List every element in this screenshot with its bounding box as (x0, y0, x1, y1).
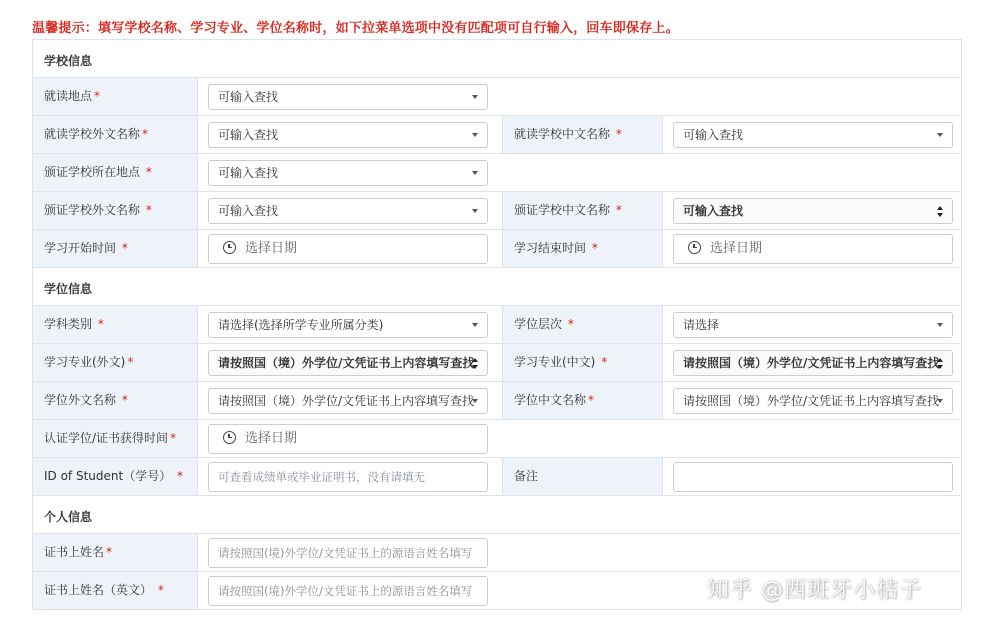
field-label: 证书上姓名 * (33, 534, 198, 571)
issuing-school-location-select[interactable]: 可输入查找 (208, 160, 488, 186)
section-degree-info (33, 268, 961, 306)
education-form (32, 39, 962, 610)
issuing-school-foreign-name-select[interactable]: 可输入查找 (208, 198, 488, 224)
field-label: 就读地点 * (33, 78, 198, 115)
section-title: 学位信息 (44, 282, 93, 296)
chevron-down-icon (937, 399, 943, 403)
field-label: 认证学位/证书获得时间 * (33, 420, 198, 457)
chevron-down-icon (472, 95, 478, 99)
field-label: 就读学校外文名称 * (33, 116, 198, 153)
field-label: 学习专业(中文) * (502, 344, 663, 381)
clock-icon (688, 241, 701, 254)
required-mark: * (127, 355, 134, 369)
chevron-down-icon (937, 133, 943, 137)
student-id-input[interactable]: 可查看成绩单或毕业证明书，没有请填无 (208, 462, 488, 492)
row-discipline-level (33, 306, 961, 344)
required-mark: * (170, 431, 177, 445)
row-study-location (33, 78, 961, 116)
chevron-down-icon (472, 133, 478, 137)
field-label: 备注 (502, 458, 663, 495)
field-label: 学习结束时间 * (502, 230, 663, 267)
required-mark: * (567, 317, 574, 331)
required-mark: * (601, 355, 608, 369)
school-chinese-name-select[interactable]: 可输入查找 (673, 122, 953, 148)
clock-icon (223, 431, 236, 444)
row-school-names (33, 116, 961, 154)
required-mark: * (121, 241, 128, 255)
field-label: 就读学校中文名称 * (502, 116, 663, 153)
section-personal-info (33, 496, 961, 534)
field-label: 学习专业(外文) * (33, 344, 198, 381)
degree-obtained-date-picker[interactable]: 选择日期 (208, 424, 488, 454)
up-down-arrows-icon (937, 206, 944, 220)
chevron-down-icon (472, 323, 478, 327)
required-mark: * (94, 89, 101, 103)
certificate-name-input[interactable]: 请按照国(境)外学位/文凭证书上的源语言姓名填写 (208, 538, 488, 568)
certificate-name-en-input[interactable]: 请按照国(境)外学位/文凭证书上的源语言姓名填写 (208, 576, 488, 606)
chevron-down-icon (472, 209, 478, 213)
required-mark: * (157, 583, 164, 597)
up-down-arrows-icon (937, 358, 944, 372)
required-mark: * (106, 545, 113, 559)
required-mark: * (615, 203, 622, 217)
field-label: 学位外文名称 * (33, 382, 198, 419)
chevron-down-icon (937, 323, 943, 327)
major-foreign-select[interactable]: 请按照国（境）外学位/文凭证书上内容填写查找 (208, 350, 488, 376)
chevron-down-icon (472, 171, 478, 175)
tip-notice: 温馨提示：填写学校名称、学习专业、学位名称时，如下拉菜单选项中没有匹配项可自行输入，回车即保存上。 (32, 21, 679, 36)
row-issuing-location (33, 154, 961, 192)
study-location-select[interactable]: 可输入查找 (208, 84, 488, 110)
field-label: 颁证学校中文名称 * (502, 192, 663, 229)
required-mark: * (145, 165, 152, 179)
study-end-date-picker[interactable]: 选择日期 (673, 234, 953, 264)
row-issuing-names (33, 192, 961, 230)
required-mark: * (121, 393, 128, 407)
field-label: 证书上姓名（英文） * (33, 572, 198, 609)
chevron-down-icon (472, 399, 478, 403)
required-mark: * (615, 127, 622, 141)
school-foreign-name-select[interactable]: 可输入查找 (208, 122, 488, 148)
row-study-period (33, 230, 961, 268)
required-mark: * (145, 203, 152, 217)
section-title: 学校信息 (44, 54, 93, 68)
field-label: 学科类别 * (33, 306, 198, 343)
row-degree-obtained (33, 420, 961, 458)
required-mark: * (97, 317, 104, 331)
degree-chinese-name-select[interactable]: 请按照国（境）外学位/文凭证书上内容填写查找 (673, 388, 953, 414)
field-label: 颁证学校所在地点 * (33, 154, 198, 191)
issuing-school-chinese-name-select[interactable]: 可输入查找 (673, 198, 953, 224)
row-certificate-name (33, 534, 961, 572)
required-mark: * (588, 393, 595, 407)
required-mark: * (177, 469, 184, 483)
clock-icon (223, 241, 236, 254)
required-mark: * (591, 241, 598, 255)
field-label: ID of Student（学号） * (33, 458, 198, 495)
row-student-id (33, 458, 961, 496)
section-school-info (33, 40, 961, 78)
field-label: 颁证学校外文名称 * (33, 192, 198, 229)
remarks-input[interactable] (673, 462, 953, 492)
field-label: 学位层次 * (502, 306, 663, 343)
discipline-select[interactable]: 请选择(选择所学专业所属分类) (208, 312, 488, 338)
degree-foreign-name-select[interactable]: 请按照国（境）外学位/文凭证书上内容填写查找 (208, 388, 488, 414)
row-degree-names (33, 382, 961, 420)
row-major (33, 344, 961, 382)
field-label: 学习开始时间 * (33, 230, 198, 267)
zhihu-watermark: 知乎 @西班牙小桔子 (707, 578, 922, 603)
up-down-arrows-icon (472, 358, 479, 372)
field-label: 学位中文名称 * (502, 382, 663, 419)
study-start-date-picker[interactable]: 选择日期 (208, 234, 488, 264)
major-chinese-select[interactable]: 请按照国（境）外学位/文凭证书上内容填写查找 (673, 350, 953, 376)
degree-level-select[interactable]: 请选择 (673, 312, 953, 338)
required-mark: * (142, 127, 149, 141)
section-title: 个人信息 (44, 510, 93, 524)
